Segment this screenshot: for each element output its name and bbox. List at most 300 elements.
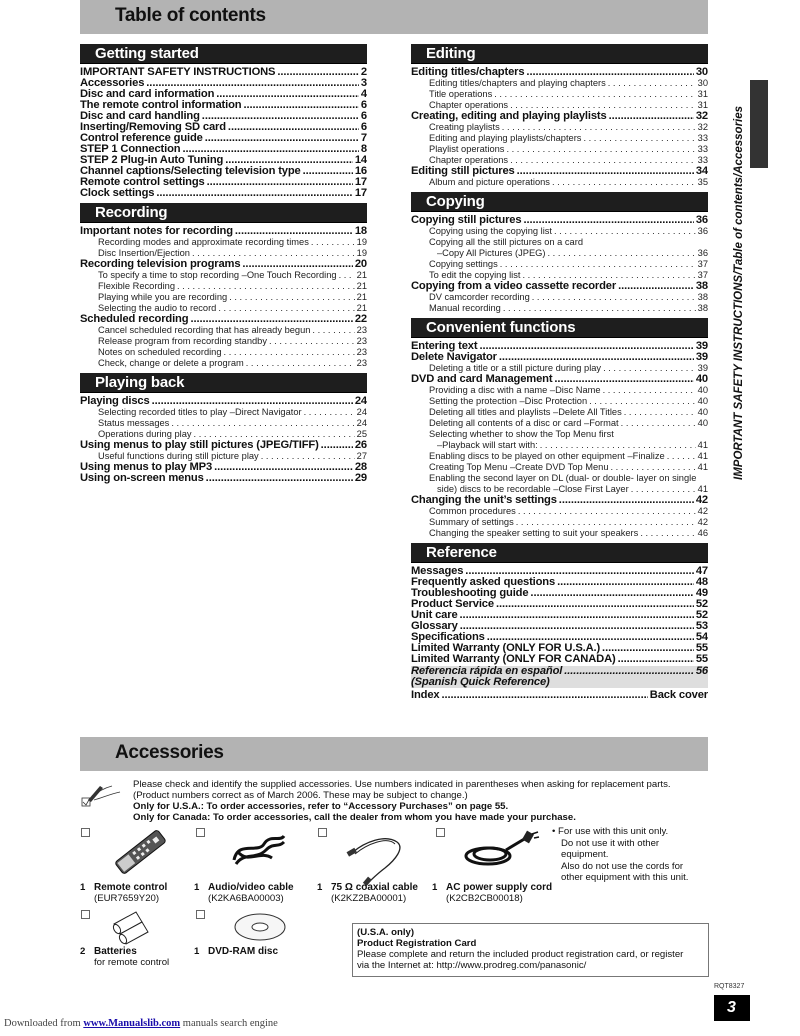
toc-entry-page: 23 [356, 336, 367, 346]
toc-entry[interactable] [80, 188, 367, 199]
side-section-tab [750, 80, 768, 168]
toc-entry-page: 23 [356, 358, 367, 368]
toc-entry-label: Disc Insertion/Ejection [98, 248, 190, 258]
toc-section-list [411, 341, 708, 539]
toc-entry[interactable] [80, 440, 367, 451]
toc-entry-label: Inserting/Removing SD card [80, 122, 226, 133]
toc-entry-page: 42 [695, 495, 708, 506]
toc-right-column [411, 44, 708, 705]
leader-dots [312, 325, 354, 336]
leader-dots [311, 237, 355, 248]
page-title: Table of contents [115, 5, 266, 26]
toc-entry[interactable] [411, 303, 708, 314]
toc-entry[interactable] [411, 100, 708, 111]
toc-entry-page: 21 [356, 292, 367, 302]
remote-control-icon [110, 828, 170, 878]
toc-entry-label: Check, change or delete a program [98, 358, 244, 368]
toc-entry[interactable] [411, 226, 708, 237]
toc-entry[interactable] [411, 577, 708, 588]
leader-dots [277, 67, 359, 78]
toc-entry-page: 40 [697, 407, 708, 417]
toc-entry[interactable] [80, 133, 367, 144]
toc-entry[interactable] [411, 440, 708, 451]
manualslib-link[interactable]: www.Manualslib.com [83, 1018, 181, 1029]
toc-entry-label: Accessories [80, 78, 145, 89]
toc-entry-label: Chapter operations [429, 100, 509, 110]
leader-dots [516, 517, 696, 528]
leader-dots [225, 155, 353, 166]
leader-dots [152, 396, 353, 407]
toc-entry-page: 37 [697, 270, 708, 280]
toc-entry-label: Limited Warranty (ONLY FOR U.S.A.) [411, 643, 601, 654]
leader-dots [602, 643, 694, 654]
leader-dots [640, 528, 695, 539]
leader-dots [603, 363, 696, 374]
toc-entry-page: 31 [697, 89, 708, 99]
toc-entry-label: Summary of settings [429, 517, 514, 527]
intro-usa-note: Only for U.S.A.: To order accessories, refer to “Accessory Purchases” on page 55. [133, 801, 509, 812]
toc-entry[interactable] [411, 588, 708, 599]
toc-entry-label: Troubleshooting guide [411, 588, 529, 599]
leader-dots [496, 599, 694, 610]
leader-dots [304, 407, 355, 418]
toc-entry[interactable] [411, 385, 708, 396]
leader-dots [517, 166, 694, 177]
toc-entry-page: 39 [695, 341, 708, 352]
toc-entry-page: 17 [354, 188, 367, 199]
toc-entry-label: Delete Navigator [411, 352, 497, 363]
leader-dots [532, 292, 696, 303]
toc-section-list [411, 67, 708, 188]
power-cord-note: • For use with this unit only. Do not use it with other equipment. Also do not use the cords for other equipment with this unit. [552, 826, 689, 883]
toc-entry-page: 14 [354, 155, 367, 166]
toc-entry-label: Enabling discs to be played on other equipment –Finalize [429, 451, 665, 461]
toc-entry[interactable] [411, 654, 708, 665]
toc-entry[interactable] [411, 429, 708, 440]
toc-entry-label: Messages [411, 566, 464, 577]
toc-entry-page: 18 [354, 226, 367, 237]
leader-dots [589, 396, 696, 407]
toc-entry[interactable] [80, 396, 367, 407]
toc-entry[interactable] [411, 495, 708, 506]
toc-entry-label: Editing and playing playlists/chapters [429, 133, 582, 143]
accessory-name: AC power supply cord [446, 882, 553, 893]
toc-entry-label: –Copy All Pictures (JPEG) [437, 248, 546, 258]
toc-entry-page: 30 [695, 67, 708, 78]
toc-entry-label: Deleting a title or a still picture during play [429, 363, 602, 373]
toc-entry[interactable] [411, 517, 708, 528]
toc-entry-page: 41 [697, 462, 708, 472]
toc-entry[interactable] [80, 67, 367, 78]
toc-entry-label: The remote control information [80, 100, 242, 111]
accessory-name: DVD-RAM disc [208, 946, 279, 957]
toc-entry-page: 55 [695, 643, 708, 654]
leader-dots [611, 462, 696, 473]
power-cord-icon [460, 830, 540, 870]
toc-entry[interactable] [80, 473, 367, 484]
toc-entry-label: Operations during play [98, 429, 192, 439]
section-heading: Reference [411, 543, 708, 563]
leader-dots [182, 144, 358, 155]
toc-entry[interactable] [411, 506, 708, 517]
toc-entry[interactable] [80, 418, 367, 429]
toc-entry-label: IMPORTANT SAFETY INSTRUCTIONS [80, 67, 276, 78]
toc-entry-label: Creating playlists [429, 122, 500, 132]
download-footer: Downloaded from www.Manualslib.com manuals search engine [4, 1018, 278, 1029]
toc-entry[interactable] [411, 666, 708, 677]
toc-entry[interactable] [80, 429, 367, 440]
toc-entry-label: STEP 2 Plug-in Auto Tuning [80, 155, 224, 166]
toc-entry-label: Playlist operations [429, 144, 505, 154]
toc-entry-label: Chapter operations [429, 155, 509, 165]
toc-entry-page: 2 [360, 67, 367, 78]
toc-entry[interactable] [411, 248, 708, 259]
toc-entry-page: 55 [695, 654, 708, 665]
toc-entry-label: Deleting all contents of a disc or card –Format [429, 418, 619, 428]
toc-entry[interactable] [411, 341, 708, 352]
toc-entry[interactable] [411, 484, 708, 495]
av-cable-icon [228, 830, 288, 870]
toc-entry-page: 32 [697, 122, 708, 132]
leader-dots [479, 341, 693, 352]
toc-entry-label: Album and picture operations [429, 177, 550, 187]
toc-entry-label: Using on-screen menus [80, 473, 204, 484]
toc-entry-label: Product Service [411, 599, 494, 610]
toc-entry[interactable] [80, 358, 367, 369]
section-heading: Playing back [80, 373, 367, 393]
leader-dots [156, 188, 352, 199]
checkbox-power-cord[interactable] [436, 828, 445, 837]
toc-entry-page: 20 [354, 259, 367, 270]
intro-canada-note: Only for Canada: To order accessories, call the dealer from whom you have made your purchase. [133, 812, 576, 823]
toc-entry-label: Playing discs [80, 396, 150, 407]
leader-dots [667, 451, 696, 462]
toc-left-column [80, 44, 367, 488]
toc-entry[interactable] [411, 632, 708, 643]
toc-entry-page: 40 [697, 385, 708, 395]
toc-entry[interactable] [411, 259, 708, 270]
toc-entry-page: 24 [356, 407, 367, 417]
toc-entry-page: 17 [354, 177, 367, 188]
toc-entry[interactable] [411, 451, 708, 462]
toc-entry-page: 28 [354, 462, 367, 473]
checkbox-coaxial-cable[interactable] [318, 828, 327, 837]
toc-entry[interactable] [411, 133, 708, 144]
toc-entry[interactable] [80, 292, 367, 303]
toc-entry-label: Scheduled recording [80, 314, 189, 325]
product-registration-box: (U.S.A. only) Product Registration Card Please complete and return the included product registration card, or register via the Internet at: http://www.prodreg.com/panasonic/ [352, 923, 709, 977]
toc-entry-page: 41 [697, 451, 708, 461]
leader-dots [530, 588, 693, 599]
toc-section-list [80, 67, 367, 199]
toc-entry-label: Providing a disc with a name –Disc Name [429, 385, 601, 395]
toc-entry[interactable] [411, 418, 708, 429]
checkbox-batteries[interactable] [81, 910, 90, 919]
toc-entry[interactable] [411, 374, 708, 385]
toc-entry-page: 23 [356, 325, 367, 335]
toc-entry[interactable] [80, 270, 367, 281]
toc-entry-page: 34 [695, 166, 708, 177]
leader-dots [554, 374, 693, 385]
leader-dots [609, 111, 694, 122]
toc-entry-page: 38 [697, 303, 708, 313]
toc-entry-page: 36 [695, 215, 708, 226]
toc-entry[interactable] [411, 177, 708, 188]
toc-entry[interactable] [80, 144, 367, 155]
toc-entry-label: Remote control settings [80, 177, 205, 188]
toc-entry-label: Useful functions during still picture play [98, 451, 259, 461]
toc-entry[interactable] [411, 396, 708, 407]
toc-section-list [411, 566, 708, 701]
toc-entry[interactable] [411, 78, 708, 89]
leader-dots [526, 67, 693, 78]
intro-line: (Product numbers correct as of March 2006. These may be subject to change.) [133, 790, 468, 801]
toc-entry-label: Specifications [411, 632, 485, 643]
checkbox-dvd-disc[interactable] [196, 910, 205, 919]
checkbox-remote-control[interactable] [81, 828, 90, 837]
leader-dots [339, 270, 355, 281]
leader-dots [224, 347, 355, 358]
toc-entry-page: 36 [697, 248, 708, 258]
toc-entry[interactable] [80, 303, 367, 314]
toc-entry-label: Index [411, 690, 440, 701]
toc-entry[interactable] [411, 363, 708, 374]
toc-entry-label: Clock settings [80, 188, 155, 199]
toc-entry[interactable] [80, 407, 367, 418]
toc-section-list [80, 226, 367, 369]
toc-entry[interactable] [80, 248, 367, 259]
section-heading: Convenient functions [411, 318, 708, 338]
leader-dots [321, 440, 353, 451]
leader-dots [228, 122, 359, 133]
accessory-code: (K2KA6BA00003) [208, 893, 284, 904]
leader-dots [235, 226, 353, 237]
toc-entry-page: 33 [697, 133, 708, 143]
accessory-name: Remote control [94, 882, 168, 893]
dvd-disc-icon [233, 912, 287, 942]
toc-entry-page: 6 [360, 122, 367, 133]
toc-entry[interactable] [411, 473, 708, 484]
toc-entry[interactable] [411, 292, 708, 303]
leader-dots [564, 666, 694, 677]
toc-entry-label: Copying using the copying list [429, 226, 552, 236]
accessory-item: 1 Audio/video cable (K2KA6BA00003) [194, 882, 294, 904]
leader-dots [548, 248, 696, 259]
toc-entry-page: 56 [695, 666, 708, 677]
toc-entry[interactable] [80, 155, 367, 166]
leader-dots [460, 621, 694, 632]
toc-entry-index[interactable] [411, 690, 708, 701]
toc-entry-page: 33 [697, 155, 708, 165]
leader-dots [499, 352, 694, 363]
toc-entry-page: 21 [356, 270, 367, 280]
toc-entry-page: 21 [356, 281, 367, 291]
toc-entry[interactable] [80, 166, 367, 177]
toc-entry-page: 38 [695, 281, 708, 292]
toc-entry[interactable] [80, 89, 367, 100]
toc-entry-page: 41 [697, 484, 708, 494]
toc-entry[interactable] [80, 281, 367, 292]
leader-dots [207, 177, 353, 188]
accessories-intro [133, 779, 713, 823]
toc-entry-page: 7 [360, 133, 367, 144]
accessory-name: Audio/video cable [208, 882, 294, 893]
toc-entry[interactable] [80, 259, 367, 270]
toc-entry-label: Entering text [411, 341, 478, 352]
leader-dots [261, 451, 355, 462]
side-section-label: IMPORTANT SAFETY INSTRUCTIONS/Table of contents/Accessories [733, 105, 745, 480]
toc-entry-label: Using menus to play still pictures (JPEG/TIFF) [80, 440, 319, 451]
toc-entry[interactable] [411, 599, 708, 610]
toc-entry[interactable] [80, 122, 367, 133]
toc-entry[interactable] [80, 325, 367, 336]
toc-entry-page: 3 [360, 78, 367, 89]
accessory-item: 1 Remote control (EUR7659Y20) [80, 882, 168, 904]
toc-entry[interactable] [80, 100, 367, 111]
toc-entry[interactable] [411, 566, 708, 577]
toc-entry-label: Notes on scheduled recording [98, 347, 222, 357]
leader-dots [500, 259, 696, 270]
toc-entry[interactable] [80, 336, 367, 347]
toc-entry[interactable] [80, 237, 367, 248]
toc-entry[interactable] [411, 610, 708, 621]
toc-entry-label: Status messages [98, 418, 170, 428]
toc-entry-page: 23 [356, 347, 367, 357]
toc-entry-label: Changing the unit’s settings [411, 495, 557, 506]
toc-entry[interactable] [411, 352, 708, 363]
toc-entry-label: Copying from a video cassette recorder [411, 281, 617, 292]
leader-dots [618, 281, 694, 292]
accessory-code: (K2KZ2BA00001) [331, 893, 407, 904]
toc-entry-label: Enabling the second layer on DL (dual- or double- layer on single [429, 473, 697, 483]
toc-entry[interactable] [411, 144, 708, 155]
toc-entry-page: Back cover [649, 690, 708, 701]
toc-entry-page: 39 [697, 363, 708, 373]
toc-section-list [80, 396, 367, 484]
leader-dots [554, 226, 696, 237]
leader-dots [557, 577, 694, 588]
toc-entry[interactable] [411, 237, 708, 248]
toc-entry[interactable] [411, 122, 708, 133]
leader-dots [192, 248, 355, 259]
leader-dots [583, 133, 695, 144]
leader-dots [206, 473, 353, 484]
toc-entry-label: Changing the speaker setting to suit your speakers [429, 528, 639, 538]
toc-entry-label: Copying all the still pictures on a card [429, 237, 583, 247]
accessory-item: 1 DVD-RAM disc [194, 946, 279, 957]
toc-entry[interactable] [411, 89, 708, 100]
toc-entry[interactable] [411, 215, 708, 226]
toc-entry-page: 40 [697, 396, 708, 406]
leader-dots [502, 122, 696, 133]
toc-entry-label: Editing still pictures [411, 166, 515, 177]
toc-entry-label: Creating, editing and playing playlists [411, 111, 607, 122]
toc-entry-label: Selecting the audio to record [98, 303, 217, 313]
toc-section-list [411, 215, 708, 314]
leader-dots [523, 215, 693, 226]
leader-dots [460, 610, 694, 621]
toc-entry-page: 4 [360, 89, 367, 100]
toc-entry-label: DV camcorder recording [429, 292, 530, 302]
accessory-item: 2 Batteries for remote control [80, 946, 170, 968]
toc-entry-page: 37 [697, 259, 708, 269]
toc-entry[interactable] [411, 643, 708, 654]
batteries-icon [110, 910, 160, 945]
leader-dots [494, 89, 695, 100]
leader-dots [194, 429, 355, 440]
accessory-name: 75 Ω coaxial cable [331, 882, 418, 893]
toc-entry[interactable] [80, 451, 367, 462]
toc-entry-label: Common procedures [429, 506, 516, 516]
leader-dots [603, 385, 696, 396]
toc-entry[interactable] [411, 281, 708, 292]
toc-entry[interactable] [411, 621, 708, 632]
toc-entry[interactable] [411, 407, 708, 418]
toc-entry-label: Glossary [411, 621, 458, 632]
toc-entry-label: Frequently asked questions [411, 577, 556, 588]
toc-entry[interactable] [411, 111, 708, 122]
toc-entry-page: 36 [697, 226, 708, 236]
toc-entry[interactable] [80, 177, 367, 188]
toc-entry-page: 40 [695, 374, 708, 385]
toc-entry[interactable] [411, 270, 708, 281]
toc-entry-label: Editing titles/chapters and playing chapters [429, 78, 606, 88]
toc-entry-label: DVD and card Management [411, 374, 553, 385]
toc-entry[interactable] [411, 462, 708, 473]
toc-entry[interactable] [80, 347, 367, 358]
leader-dots [269, 336, 355, 347]
toc-entry-label: Disc and card information [80, 89, 215, 100]
toc-entry-label: To edit the copying list [429, 270, 521, 280]
toc-entry-page: 22 [354, 314, 367, 325]
leader-dots [205, 133, 359, 144]
section-heading: Getting started [80, 44, 367, 64]
leader-dots [522, 270, 695, 281]
leader-dots [552, 177, 696, 188]
toc-entry-label: Limited Warranty (ONLY FOR CANADA) [411, 654, 616, 665]
toc-entry[interactable] [80, 78, 367, 89]
toc-entry[interactable] [80, 111, 367, 122]
toc-entry[interactable] [411, 155, 708, 166]
accessory-code: for remote control [94, 957, 170, 968]
leader-dots [465, 566, 694, 577]
toc-entry[interactable] [80, 314, 367, 325]
toc-entry-page: 16 [354, 166, 367, 177]
leader-dots [608, 78, 696, 89]
toc-entry[interactable] [80, 226, 367, 237]
leader-dots [518, 506, 696, 517]
section-heading: Editing [411, 44, 708, 64]
accessory-item: 1 AC power supply cord (K2CB2CB00018) [432, 882, 553, 904]
toc-entry-page: 19 [356, 237, 367, 247]
toc-entry-label: Selecting whether to show the Top Menu first [429, 429, 614, 439]
toc-entry-page: 27 [356, 451, 367, 461]
checkbox-av-cable[interactable] [196, 828, 205, 837]
toc-entry-label: Copying settings [429, 259, 498, 269]
leader-dots [624, 407, 696, 418]
coaxial-cable-icon [345, 830, 405, 886]
toc-entry[interactable] [80, 462, 367, 473]
leader-dots [243, 100, 358, 111]
toc-entry[interactable] [411, 67, 708, 78]
toc-entry[interactable] [411, 166, 708, 177]
toc-entry[interactable] [411, 528, 708, 539]
toc-entry-page: 46 [697, 528, 708, 538]
toc-entry-subtitle: (Spanish Quick Reference) [411, 677, 550, 688]
toc-entry-label: To specify a time to stop recording –One Touch Recording [98, 270, 337, 280]
accessory-code: (EUR7659Y20) [94, 893, 160, 904]
toc-entry-page: 42 [697, 517, 708, 527]
